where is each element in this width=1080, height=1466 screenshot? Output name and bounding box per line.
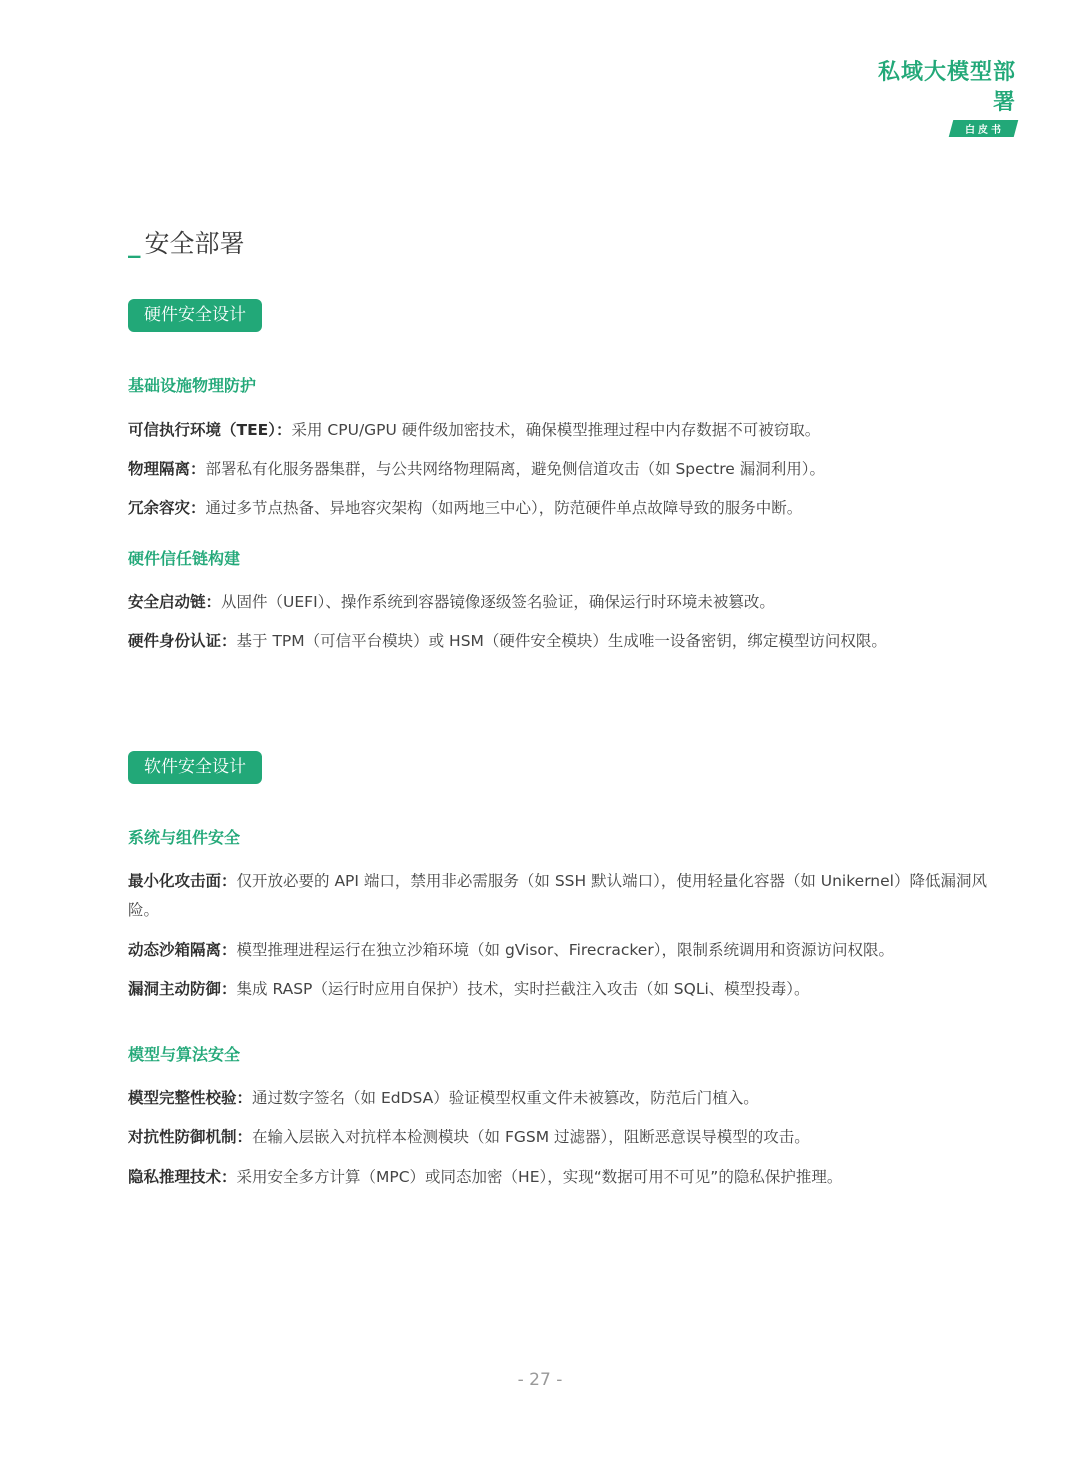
item-text: 采用 CPU/GPU 硬件级加密技术，确保模型推理过程中内存数据不可被窃取。 [291, 421, 821, 439]
brand-logo [856, 58, 1016, 137]
brand-tag-label: 白皮书 [965, 125, 1004, 136]
list-item [128, 1163, 988, 1192]
section-title-text: 安全部署 [144, 229, 245, 258]
item-term: 漏洞主动防御： [128, 980, 237, 998]
page-number: - 27 - [517, 1370, 563, 1390]
item-term: 模型完整性校验： [128, 1089, 253, 1107]
list-item [128, 1123, 988, 1152]
item-term: 安全启动链： [128, 593, 222, 611]
list-item [128, 494, 988, 523]
item-term: 动态沙箱隔离： [128, 941, 237, 959]
list-item [128, 867, 988, 925]
item-text: 模型推理进程运行在独立沙箱环境（如 gVisor、Firecracker），限制系统调用和资源访问权限。 [236, 941, 894, 959]
item-text: 基于 TPM（可信平台模块）或 HSM（硬件安全模块）生成唯一设备密钥，绑定模型访问权限。 [236, 632, 887, 650]
hardware-pill: 硬件安全设计 [128, 299, 262, 332]
item-term: 对抗性防御机制： [128, 1128, 253, 1146]
item-text: 在输入层嵌入对抗样本检测模块（如 FGSM 过滤器），阻断恶意误导模型的攻击。 [252, 1128, 810, 1146]
hardware-subheading-1: 基础设施物理防护 [128, 376, 257, 395]
list-item [128, 627, 988, 656]
item-text: 部署私有化服务器集群，与公共网络物理隔离，避免侧信道攻击（如 Spectre 漏洞利用）。 [205, 460, 826, 478]
item-term: 最小化攻击面： [128, 872, 237, 890]
item-term: 硬件身份认证： [128, 632, 237, 650]
software-pill: 软件安全设计 [128, 751, 262, 784]
item-term: 冗余容灾： [128, 499, 206, 517]
item-text: 从固件（UEFI）、操作系统到容器镜像逐级签名验证，确保运行时环境未被篡改。 [221, 593, 775, 611]
software-subheading-2: 模型与算法安全 [128, 1045, 241, 1064]
item-term: 隐私推理技术： [128, 1168, 237, 1186]
item-text: 集成 RASP（运行时应用自保护）技术，实时拦截注入攻击（如 SQLi、模型投毒）。 [236, 980, 810, 998]
hardware-subheading-2: 硬件信任链构建 [128, 549, 241, 568]
list-item [128, 936, 988, 965]
brand-tag [949, 120, 1019, 137]
item-text: 通过多节点热备、异地容灾架构（如两地三中心），防范硬件单点故障导致的服务中断。 [205, 499, 803, 517]
brand-title: 私域大模型部署 [877, 60, 1016, 115]
item-text: 仅开放必要的 API 端口，禁用非必需服务（如 SSH 默认端口），使用轻量化容器（如 Unikernel）降低漏洞风险。 [128, 872, 987, 919]
item-text: 采用安全多方计算（MPC）或同态加密（HE），实现“数据可用不可见”的隐私保护推理。 [236, 1168, 843, 1186]
list-item [128, 416, 988, 445]
list-item [128, 588, 988, 617]
section-title [128, 226, 245, 262]
software-subheading-1: 系统与组件安全 [128, 828, 241, 847]
list-item [128, 1084, 988, 1113]
item-text: 通过数字签名（如 EdDSA）验证模型权重文件未被篡改，防范后门植入。 [252, 1089, 759, 1107]
item-term: 物理隔离： [128, 460, 206, 478]
item-term: 可信执行环境（TEE）： [128, 421, 292, 439]
list-item [128, 455, 988, 484]
section-title-marker: _ [128, 229, 141, 258]
list-item [128, 975, 988, 1004]
